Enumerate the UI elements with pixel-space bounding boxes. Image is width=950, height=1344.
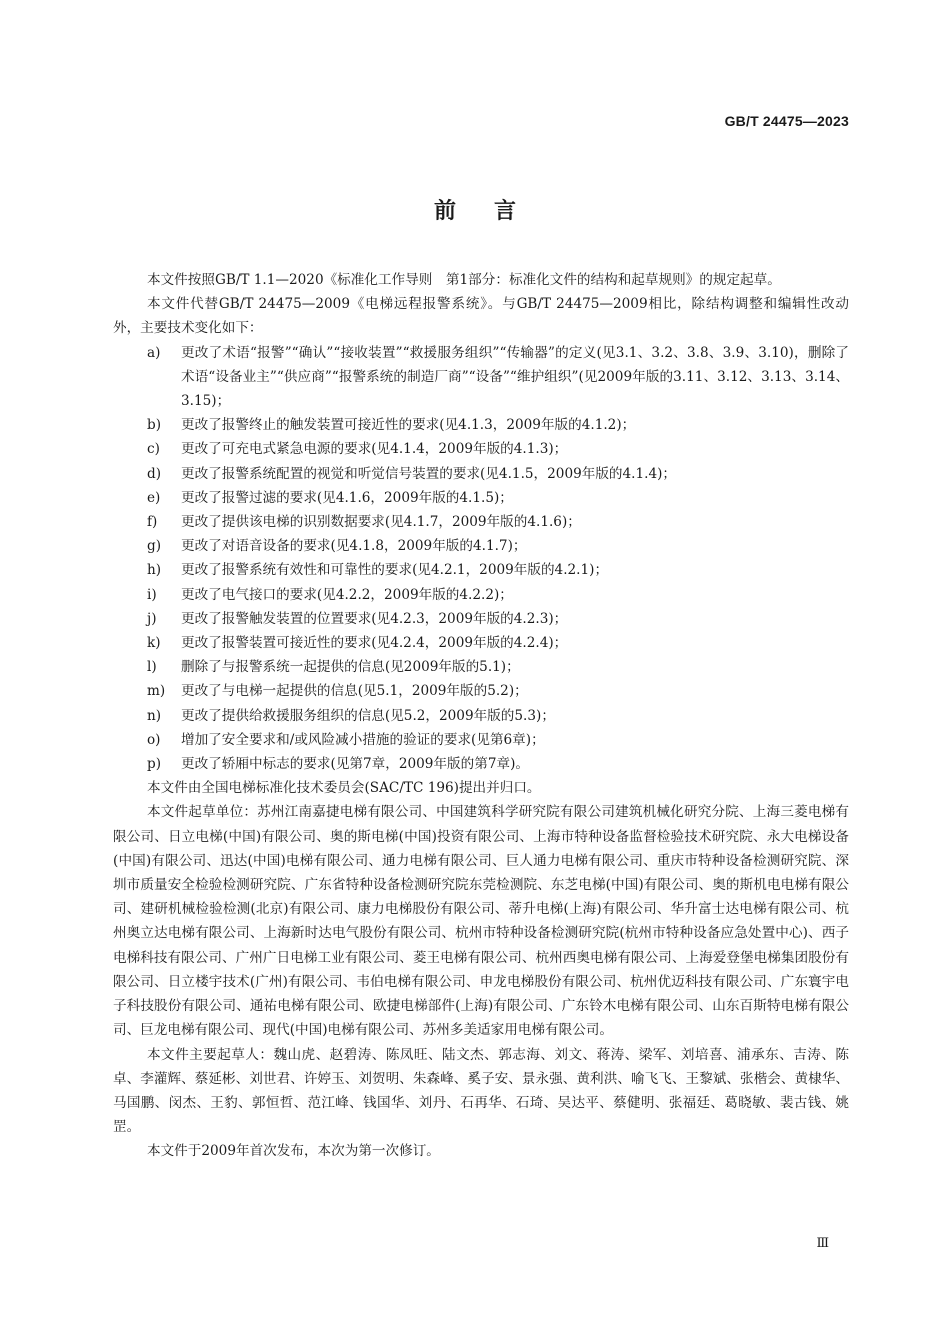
list-item-text: 更改了对语音设备的要求(见4.1.8，2009年版的4.1.7)； bbox=[181, 538, 527, 555]
paragraph-drafting-units: 本文件起草单位：苏州江南嘉捷电梯有限公司、中国建筑科学研究院有限公司建筑机械化研究分院、上海三菱电梯有限公司、日立电梯(中国)有限公司、奥的斯电梯(中国)投资有限公司、上海市特种设备监督检验技术研究院、永大电梯设备(中国)有限公司、迅达(中国)电梯有限公司、通力电梯有限公司、巨人通力电梯有限公司、重庆市特种设备检测研究院、深圳市质量安全检验检测研究院、广东省特种设备检测研究院东莞检测院、东芝电梯(中国)有限公司、奥的斯机电电梯有限公司、建研机械检验检测(北京)有限公司、康力电梯股份有限公司、蒂升电梯(上海)有限公司、华升富士达电梯有限公司、杭州奥立达电梯有限公司、上海新时达电气股份有限公司、杭州市特种设备检测研究院(杭州市特种设备应急处置中心)、西子电梯科技有限公司、广州广日电梯工业有限公司、菱王电梯有限公司、杭州西奥电梯有限公司、上海爱登堡电梯集团股份有限公司、日立楼宇技术(广州)有限公司、韦伯电梯有限公司、申龙电梯股份有限公司、杭州优迈科技有限公司、广东寰宇电子科技股份有限公司、通祐电梯有限公司、欧捷电梯部件(上海)有限公司、广东铃木电梯有限公司、山东百斯特电梯有限公司、巨龙电梯有限公司、现代(中国)电梯有限公司、苏州多美适家用电梯有限公司。 bbox=[113, 804, 849, 1039]
standard-code: GB/T 24475—2023 bbox=[724, 113, 849, 129]
list-item-label: a) bbox=[147, 344, 161, 361]
list-item-label: b) bbox=[147, 417, 162, 434]
list-item bbox=[113, 510, 849, 534]
list-item bbox=[113, 728, 849, 752]
list-item-label: o) bbox=[147, 731, 161, 748]
list-item-label: m) bbox=[147, 683, 166, 700]
list-item-label: l) bbox=[147, 659, 157, 676]
list-item bbox=[113, 558, 849, 582]
list-item bbox=[113, 341, 849, 414]
list-item bbox=[113, 437, 849, 461]
list-item-label: e) bbox=[147, 489, 161, 506]
list-item-text: 更改了与电梯一起提供的信息(见5.1，2009年版的5.2)； bbox=[181, 683, 528, 700]
list-item-text: 更改了轿厢中标志的要求(见第7章，2009年版的第7章)。 bbox=[181, 756, 529, 773]
list-item-label: h) bbox=[147, 562, 162, 579]
list-item bbox=[113, 607, 849, 631]
paragraph-drafting-basis: 本文件按照GB/T 1.1—2020《标准化工作导则 第1部分：标准化文件的结构和起草规则》的规定起草。 bbox=[147, 272, 781, 288]
list-item bbox=[113, 583, 849, 607]
list-item bbox=[113, 704, 849, 728]
list-item-text: 更改了提供给救援服务组织的信息(见5.2，2009年版的5.3)； bbox=[181, 707, 555, 724]
list-item bbox=[113, 413, 849, 437]
paragraph-proposer: 本文件由全国电梯标准化技术委员会(SAC/TC 196)提出并归口。 bbox=[147, 780, 541, 797]
list-item-text: 更改了报警触发装置的位置要求(见4.2.3，2009年版的4.2.3)； bbox=[181, 610, 568, 627]
document-body bbox=[113, 268, 849, 1164]
list-item-text: 更改了报警终止的触发装置可接近性的要求(见4.1.3，2009年版的4.1.2)； bbox=[181, 417, 636, 434]
list-item-label: c) bbox=[147, 441, 160, 458]
list-item-label: j) bbox=[147, 610, 157, 627]
list-item-label: n) bbox=[147, 707, 162, 724]
list-item-label: f) bbox=[147, 514, 158, 531]
list-item-text: 更改了报警过滤的要求(见4.1.6，2009年版的4.1.5)； bbox=[181, 489, 513, 506]
list-item-label: g) bbox=[147, 538, 162, 555]
list-item bbox=[113, 655, 849, 679]
list-item-label: d) bbox=[147, 465, 162, 482]
list-item bbox=[113, 534, 849, 558]
list-item bbox=[113, 462, 849, 486]
list-item-text: 更改了报警装置可接近性的要求(见4.2.4，2009年版的4.2.4)； bbox=[181, 635, 568, 652]
page-number: Ⅲ bbox=[816, 1236, 829, 1251]
list-item-text: 更改了术语“报警”“确认”“接收装置”“救援服务组织”“传输器”的定义(见3.1、3.2、3.8、3.9、3.10)，删除了术语“设备业主”“供应商”“报警系统的制造厂商”“设备”“维护组织”(见2009年版的3.11、3.12、3.13、3.14、3.15)； bbox=[181, 344, 849, 410]
list-item bbox=[113, 631, 849, 655]
list-item-text: 更改了报警系统有效性和可靠性的要求(见4.2.1，2009年版的4.2.1)； bbox=[181, 562, 609, 579]
list-item-text: 更改了电气接口的要求(见4.2.2，2009年版的4.2.2)； bbox=[181, 586, 513, 603]
list-item bbox=[113, 679, 849, 703]
list-item bbox=[113, 752, 849, 776]
list-item-text: 更改了可充电式紧急电源的要求(见4.1.4，2009年版的4.1.3)； bbox=[181, 441, 568, 458]
list-item-text: 更改了提供该电梯的识别数据要求(见4.1.7，2009年版的4.1.6)； bbox=[181, 514, 581, 531]
paragraph-history: 本文件于2009年首次发布，本次为第一次修订。 bbox=[147, 1143, 440, 1160]
list-item-text: 增加了安全要求和/或风险减小措施的验证的要求(见第6章)； bbox=[181, 731, 545, 748]
paragraph-replacement: 本文件代替GB/T 24475—2009《电梯远程报警系统》。与GB/T 24475—2009相比，除结构调整和编辑性改动外，主要技术变化如下： bbox=[113, 296, 849, 337]
page-title: 前言 bbox=[433, 199, 554, 224]
list-item-label: i) bbox=[147, 586, 157, 603]
list-item bbox=[113, 486, 849, 510]
changes-list bbox=[113, 341, 849, 777]
list-item-label: k) bbox=[147, 635, 161, 652]
list-item-label: p) bbox=[147, 756, 162, 773]
list-item-text: 删除了与报警系统一起提供的信息(见2009年版的5.1)； bbox=[181, 659, 520, 676]
paragraph-drafters: 本文件主要起草人：魏山虎、赵碧涛、陈凤旺、陆文杰、郭志海、刘文、蒋涛、梁军、刘培喜、浦承东、吉涛、陈卓、李灌辉、蔡延彬、刘世君、许婷玉、刘贺明、朱森峰、奚子安、景永强、黄利洪、喻飞飞、王黎斌、张楷会、黄棣华、马国鹏、闵杰、王豹、郭恒哲、范江峰、钱国华、刘丹、石再华、石琦、吴达平、蔡健明、张福廷、葛晓敏、裴古钱、姚罡。 bbox=[113, 1046, 849, 1136]
list-item-text: 更改了报警系统配置的视觉和听觉信号装置的要求(见4.1.5，2009年版的4.1.4)； bbox=[181, 465, 677, 482]
